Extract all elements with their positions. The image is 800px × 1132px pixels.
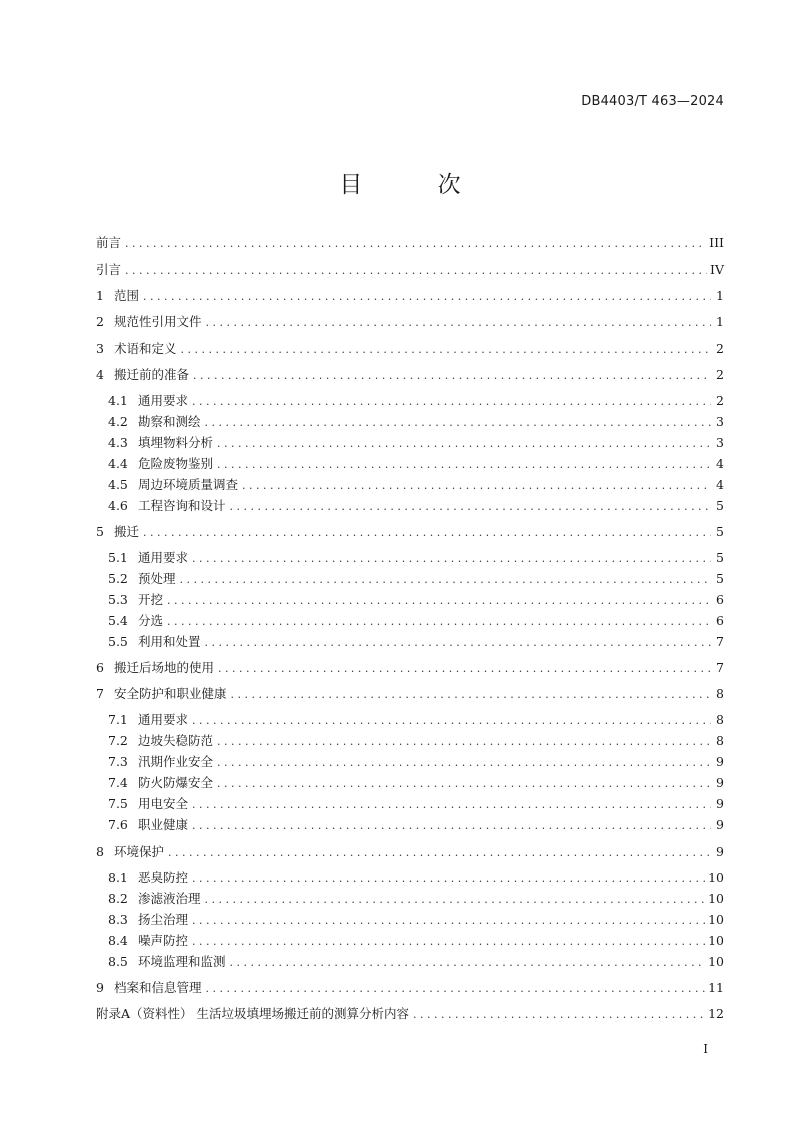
toc-entry[interactable] — [96, 365, 724, 385]
toc-leader-dots — [192, 911, 705, 931]
toc-entry-page: 8 — [716, 686, 724, 701]
toc-entry[interactable] — [108, 475, 724, 495]
page-number: I — [703, 1042, 708, 1056]
toc-entry-number: 4.5 — [108, 477, 128, 492]
toc-leader-dots — [242, 476, 711, 496]
toc-entry-label: 环境监理和监测 — [138, 954, 226, 969]
toc-entry-page: 9 — [716, 754, 724, 769]
toc-entry-number: 2 — [96, 314, 104, 329]
toc-entry-page: 4 — [716, 477, 724, 492]
toc-entry-page: 6 — [716, 592, 724, 607]
toc-entry-page: 3 — [716, 435, 724, 450]
toc-entry-label: 范围 — [114, 288, 140, 303]
toc-entry-label: 搬迁后场地的使用 — [114, 660, 215, 675]
toc-entry[interactable] — [96, 286, 724, 306]
toc-entry-number: 4.4 — [108, 456, 128, 471]
toc-entry-number: 8.5 — [108, 954, 128, 969]
toc-entry-label: 前言 — [96, 235, 122, 250]
toc-leader-dots — [413, 1005, 705, 1025]
toc-entry-page: 3 — [716, 414, 724, 429]
toc-entry-label: 危险废物鉴别 — [138, 456, 214, 471]
toc-leader-dots — [181, 340, 711, 360]
toc-leader-dots — [192, 816, 711, 836]
toc-leader-dots — [180, 570, 711, 590]
toc-entry-page: 10 — [708, 870, 724, 885]
toc-entry-label: 工程咨询和设计 — [138, 498, 226, 513]
toc-entry[interactable] — [108, 496, 724, 516]
toc-leader-dots — [125, 261, 707, 281]
toc-entry[interactable] — [108, 412, 724, 432]
toc-leader-dots — [230, 953, 706, 973]
toc-entry-page: 2 — [716, 393, 724, 408]
toc-entry-number: 7.1 — [108, 712, 128, 727]
toc-entry-number: 7.2 — [108, 733, 128, 748]
toc-entry-label: 恶臭防控 — [138, 870, 189, 885]
toc-entry-page: 10 — [708, 954, 724, 969]
toc-entry-label: 开挖 — [138, 592, 164, 607]
toc-entry-label: 附录A（资料性） 生活垃圾填埋场搬迁前的测算分析内容 — [96, 1006, 410, 1021]
toc-entry-page: 12 — [708, 1006, 724, 1021]
toc-leader-dots — [192, 711, 711, 731]
toc-leader-dots — [231, 685, 711, 705]
toc-entry-page: 1 — [716, 288, 724, 303]
toc-entry[interactable] — [108, 910, 724, 930]
toc-leader-dots — [192, 869, 705, 889]
toc-entry-page: 9 — [716, 796, 724, 811]
toc-entry[interactable] — [108, 773, 724, 793]
toc-entry-label: 预处理 — [138, 571, 176, 586]
toc-entry-page: 5 — [716, 550, 724, 565]
toc-entry[interactable] — [96, 658, 724, 678]
toc-entry-number: 4.6 — [108, 498, 128, 513]
toc-entry-page: 5 — [716, 524, 724, 539]
toc-entry-number: 6 — [96, 660, 104, 675]
toc-entry[interactable] — [96, 842, 724, 862]
toc-leader-dots — [125, 234, 706, 254]
toc-entry-label: 噪声防控 — [138, 933, 189, 948]
toc-entry-page: 9 — [716, 775, 724, 790]
toc-entry[interactable] — [96, 684, 724, 704]
toc-entry-label: 利用和处置 — [138, 634, 201, 649]
toc-entry-number: 7 — [96, 686, 104, 701]
toc-entry-page: 10 — [708, 933, 724, 948]
toc-entry-page: 10 — [708, 912, 724, 927]
toc-entry-number: 5.5 — [108, 634, 128, 649]
toc-entry-label: 填埋物料分析 — [138, 435, 214, 450]
toc-entry-number: 5 — [96, 524, 104, 539]
toc-entry-number: 8.2 — [108, 891, 128, 906]
toc-entry-label: 边坡失稳防范 — [138, 733, 214, 748]
toc-leader-dots — [217, 434, 711, 454]
toc-entry[interactable] — [108, 868, 724, 888]
toc-entry[interactable] — [108, 632, 724, 652]
toc-entry-number: 5.1 — [108, 550, 128, 565]
toc-entry-number: 1 — [96, 288, 104, 303]
toc-entry[interactable] — [96, 978, 724, 998]
toc-entry-page: 2 — [716, 367, 724, 382]
toc-entry[interactable] — [96, 522, 724, 542]
toc-entry-number: 7.3 — [108, 754, 128, 769]
toc-entry-label: 防火防爆安全 — [138, 775, 214, 790]
toc-leader-dots — [192, 932, 705, 952]
toc-entry-label: 汛期作业安全 — [138, 754, 214, 769]
toc-entry-number: 8.1 — [108, 870, 128, 885]
toc-entry-number: 3 — [96, 341, 104, 356]
toc-entry-page: IV — [710, 262, 724, 277]
toc-entry-number: 7.4 — [108, 775, 128, 790]
toc-entry[interactable] — [108, 815, 724, 835]
toc-entry[interactable] — [108, 794, 724, 814]
toc-leader-dots — [193, 366, 711, 386]
toc-entry-label: 通用要求 — [138, 393, 189, 408]
toc-entry-number: 4.1 — [108, 393, 128, 408]
toc-entry-label: 搬迁 — [114, 524, 140, 539]
toc-entry-page: 11 — [708, 980, 724, 995]
toc-title: 目 次 — [339, 172, 495, 198]
toc-entry-page: 2 — [716, 341, 724, 356]
toc-entry[interactable] — [108, 454, 724, 474]
toc-leader-dots — [143, 287, 711, 307]
toc-leader-dots — [217, 774, 711, 794]
toc-entry-page: 6 — [716, 613, 724, 628]
toc-leader-dots — [205, 413, 711, 433]
toc-leader-dots — [205, 890, 706, 910]
toc-entry-number: 5.4 — [108, 613, 128, 628]
toc-entry-number: 9 — [96, 980, 104, 995]
toc-entry-number: 8 — [96, 844, 104, 859]
toc-entry[interactable] — [108, 433, 724, 453]
toc-entry-label: 职业健康 — [138, 817, 189, 832]
toc-entry-label: 周边环境质量调查 — [138, 477, 239, 492]
toc-leader-dots — [217, 455, 711, 475]
document-code: DB4403/T 463—2024 — [581, 94, 724, 109]
toc-entry-label: 规范性引用文件 — [114, 314, 202, 329]
toc-entry[interactable] — [108, 952, 724, 972]
toc-entry-page: 5 — [716, 571, 724, 586]
toc-entry-page: III — [709, 235, 724, 250]
toc-entry-label: 引言 — [96, 262, 122, 277]
toc-leader-dots — [192, 795, 711, 815]
toc-entry-page: 9 — [716, 817, 724, 832]
toc-leader-dots — [230, 497, 711, 517]
toc-leader-dots — [217, 732, 711, 752]
toc-entry[interactable] — [96, 339, 724, 359]
toc-entry-page: 7 — [716, 634, 724, 649]
toc-entry-number: 5.2 — [108, 571, 128, 586]
toc-entry[interactable] — [108, 391, 724, 411]
toc-entry-label: 安全防护和职业健康 — [114, 686, 227, 701]
toc-entry-number: 8.4 — [108, 933, 128, 948]
toc-entry[interactable] — [108, 752, 724, 772]
toc-entry[interactable] — [108, 931, 724, 951]
toc-leader-dots — [167, 591, 711, 611]
toc-leader-dots — [206, 313, 711, 333]
toc-entry-label: 环境保护 — [114, 844, 165, 859]
toc-entry[interactable] — [96, 312, 724, 332]
toc-entry-label: 分选 — [138, 613, 164, 628]
toc-entry[interactable] — [108, 889, 724, 909]
toc-entry-label: 通用要求 — [138, 550, 189, 565]
toc-entry-page: 8 — [716, 733, 724, 748]
toc-leader-dots — [218, 659, 711, 679]
toc-entry-label: 术语和定义 — [114, 341, 177, 356]
toc-entry[interactable] — [96, 1004, 724, 1024]
toc-leader-dots — [192, 392, 711, 412]
toc-entry-page: 8 — [716, 712, 724, 727]
toc-entry-number: 4 — [96, 367, 104, 382]
toc-entry-number: 4.3 — [108, 435, 128, 450]
toc-entry-page: 1 — [716, 314, 724, 329]
toc-entry-label: 搬迁前的准备 — [114, 367, 190, 382]
toc-entry-page: 5 — [716, 498, 724, 513]
toc-leader-dots — [205, 633, 711, 653]
toc-entry-label: 通用要求 — [138, 712, 189, 727]
toc-leader-dots — [167, 612, 711, 632]
toc-entry[interactable] — [108, 548, 724, 568]
toc-leader-dots — [206, 979, 706, 999]
toc-entry-page: 7 — [716, 660, 724, 675]
toc-entry[interactable] — [96, 233, 724, 253]
toc-entry[interactable] — [108, 569, 724, 589]
toc-entry[interactable] — [96, 260, 724, 280]
toc-entry-number: 5.3 — [108, 592, 128, 607]
toc-entry-number: 8.3 — [108, 912, 128, 927]
toc-entry[interactable] — [108, 590, 724, 610]
toc-leader-dots — [192, 549, 711, 569]
toc-entry[interactable] — [108, 710, 724, 730]
toc-entry-page: 4 — [716, 456, 724, 471]
toc-entry-label: 渗滤液治理 — [138, 891, 201, 906]
toc-entry[interactable] — [108, 731, 724, 751]
toc-entry-label: 用电安全 — [138, 796, 189, 811]
toc-entry[interactable] — [108, 611, 724, 631]
toc-entry-number: 7.6 — [108, 817, 128, 832]
toc-entry-label: 档案和信息管理 — [114, 980, 202, 995]
toc-entry-label: 扬尘治理 — [138, 912, 189, 927]
toc-entry-page: 10 — [708, 891, 724, 906]
toc-entry-label: 勘察和测绘 — [138, 414, 201, 429]
toc-leader-dots — [217, 753, 711, 773]
toc-entry-page: 9 — [716, 844, 724, 859]
toc-entry-number: 7.5 — [108, 796, 128, 811]
toc-entry-number: 4.2 — [108, 414, 128, 429]
toc-leader-dots — [143, 523, 711, 543]
toc-leader-dots — [168, 843, 711, 863]
